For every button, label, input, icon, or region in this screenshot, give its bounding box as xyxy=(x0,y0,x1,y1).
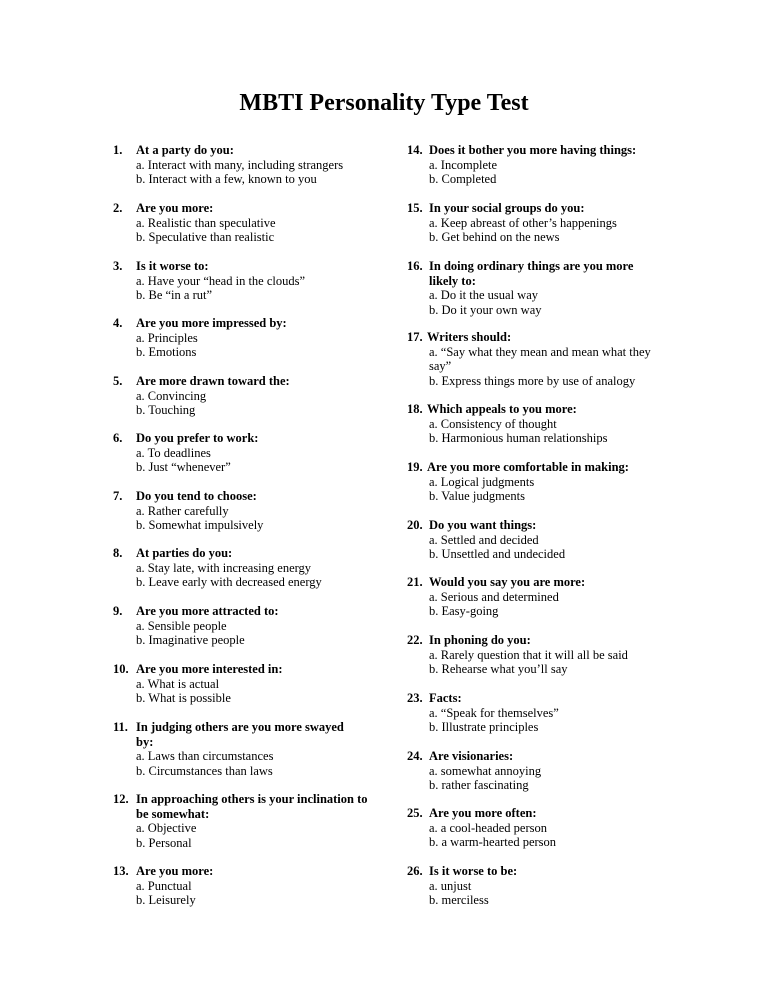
option-a: a. What is actual xyxy=(136,676,220,691)
question-stem: Is it worse to: xyxy=(136,259,209,273)
option-a: a. Principles xyxy=(136,330,198,345)
question-stem: Which appeals to you more: xyxy=(427,402,577,416)
option-b: b. Unsettled and undecided xyxy=(429,547,566,561)
option-b: b. Harmonious human relationships xyxy=(429,431,608,445)
question-number: 25. xyxy=(407,806,423,820)
option-b: b. a warm-hearted person xyxy=(429,835,557,849)
option-b: b. What is possible xyxy=(136,691,231,705)
option-b: b. Circumstances than laws xyxy=(136,763,273,778)
question-number: 6. xyxy=(113,431,123,445)
question-number: 5. xyxy=(113,374,123,388)
question-number: 24. xyxy=(407,749,423,763)
option-b: b. rather fascinating xyxy=(429,778,529,792)
option-b: b. Touching xyxy=(136,403,196,417)
question-number: 21. xyxy=(407,575,423,589)
question-number: 10. xyxy=(113,662,129,676)
option-a: a. Stay late, with increasing energy xyxy=(136,560,312,575)
question-stem: Do you prefer to work: xyxy=(136,431,259,445)
question-stem: Are you more impressed by: xyxy=(136,316,287,330)
question-stem: Do you want things: xyxy=(429,518,537,532)
option-b: b. Express things more by use of analogy xyxy=(429,373,636,388)
option-b: b. Value judgments xyxy=(429,489,525,503)
option-a: a. Settled and decided xyxy=(429,532,539,547)
option-a: a. Logical judgments xyxy=(429,474,535,489)
option-a: a. Serious and determined xyxy=(429,589,559,604)
question-stem: Are you more interested in: xyxy=(136,662,283,676)
option-a: a. Keep abreast of other’s happenings xyxy=(429,215,617,230)
question-stem: In phoning do you: xyxy=(429,633,531,647)
option-a: a. somewhat annoying xyxy=(429,763,542,778)
question-stem: Are you more: xyxy=(136,201,214,215)
option-b: b. Speculative than realistic xyxy=(136,230,275,244)
option-b: b. Easy-going xyxy=(429,604,499,618)
option-b: b. Personal xyxy=(136,835,192,850)
option-a: a. Rather carefully xyxy=(136,503,229,518)
option-a: a. unjust xyxy=(429,878,472,893)
option-b: b. Somewhat impulsively xyxy=(136,518,264,532)
question-number: 16. xyxy=(407,259,423,273)
option-a: a. Objective xyxy=(136,821,197,835)
question-number: 17. xyxy=(407,330,423,344)
option-a: a. a cool-headed person xyxy=(429,820,547,835)
option-b: b. Rehearse what you’ll say xyxy=(429,662,568,676)
question-number: 23. xyxy=(407,691,423,705)
option-a: a. “Speak for themselves” xyxy=(429,705,559,720)
option-a: a. Realistic than speculative xyxy=(136,215,276,230)
question-number: 11. xyxy=(113,720,128,734)
option-b: b. merciless xyxy=(429,893,489,907)
option-a: a. Incomplete xyxy=(429,157,498,172)
question-number: 2. xyxy=(113,201,123,215)
option-a: a. Sensible people xyxy=(136,618,227,633)
option-b: b. Illustrate principles xyxy=(429,720,539,734)
question-stem: In approaching others is your inclination to be somewhat: xyxy=(136,792,368,821)
option-a: a. Have your “head in the clouds” xyxy=(136,273,306,288)
option-b: b. Be “in a rut” xyxy=(136,288,213,302)
question-stem: Do you tend to choose: xyxy=(136,489,257,503)
question-stem: In doing ordinary things are you more likely to: xyxy=(429,259,634,288)
page-title: MBTI Personality Type Test xyxy=(239,90,529,116)
option-a: a. Do it the usual way xyxy=(429,288,539,302)
option-b: b. Imaginative people xyxy=(136,633,245,647)
question-number: 7. xyxy=(113,489,123,503)
option-b: b. Completed xyxy=(429,172,497,186)
option-a: a. “Say what they mean and mean what they say” xyxy=(429,344,651,373)
option-a: a. Laws than circumstances xyxy=(136,749,274,763)
option-a: a. Punctual xyxy=(136,878,192,893)
option-a: a. Interact with many, including strangers xyxy=(136,157,344,172)
option-a: a. To deadlines xyxy=(136,445,211,460)
question-number: 22. xyxy=(407,633,423,647)
question-stem: At a party do you: xyxy=(136,143,234,157)
question-stem: Does it bother you more having things: xyxy=(429,143,637,157)
question-stem: In your social groups do you: xyxy=(429,201,585,215)
option-b: b. Do it your own way xyxy=(429,302,542,317)
option-a: a. Convincing xyxy=(136,388,207,403)
question-stem: Would you say you are more: xyxy=(429,575,586,589)
question-stem: Writers should: xyxy=(427,330,512,344)
question-stem: Are you more: xyxy=(136,864,214,878)
question-stem: Are more drawn toward the: xyxy=(136,374,290,388)
question-number: 14. xyxy=(407,143,423,157)
question-stem: Facts: xyxy=(429,691,462,705)
option-b: b. Interact with a few, known to you xyxy=(136,172,317,186)
question-number: 15. xyxy=(407,201,423,215)
question-number: 8. xyxy=(113,546,123,560)
question-stem: Is it worse to be: xyxy=(429,864,518,878)
question-number: 3. xyxy=(113,259,123,273)
question-number: 4. xyxy=(113,316,123,330)
question-number: 19. xyxy=(407,460,423,474)
question-stem: At parties do you: xyxy=(136,546,233,560)
question-number: 12. xyxy=(113,792,129,806)
question-stem: Are you more comfortable in making: xyxy=(427,460,629,474)
question-stem: In judging others are you more swayed by: xyxy=(136,720,344,749)
question-number: 18. xyxy=(407,402,423,416)
question-number: 1. xyxy=(113,143,123,157)
option-b: b. Leisurely xyxy=(136,893,196,907)
option-b: b. Leave early with decreased energy xyxy=(136,575,322,589)
question-stem: Are visionaries: xyxy=(429,749,514,763)
option-a: a. Rarely question that it will all be said xyxy=(429,647,628,662)
question-number: 13. xyxy=(113,864,129,878)
question-stem: Are you more attracted to: xyxy=(136,604,279,618)
option-b: b. Get behind on the news xyxy=(429,230,560,244)
question-number: 26. xyxy=(407,864,423,878)
question-number: 9. xyxy=(113,604,123,618)
option-b: b. Emotions xyxy=(136,345,197,359)
question-stem: Are you more often: xyxy=(429,806,537,820)
question-number: 20. xyxy=(407,518,423,532)
option-a: a. Consistency of thought xyxy=(429,416,557,431)
option-b: b. Just “whenever” xyxy=(136,460,231,474)
